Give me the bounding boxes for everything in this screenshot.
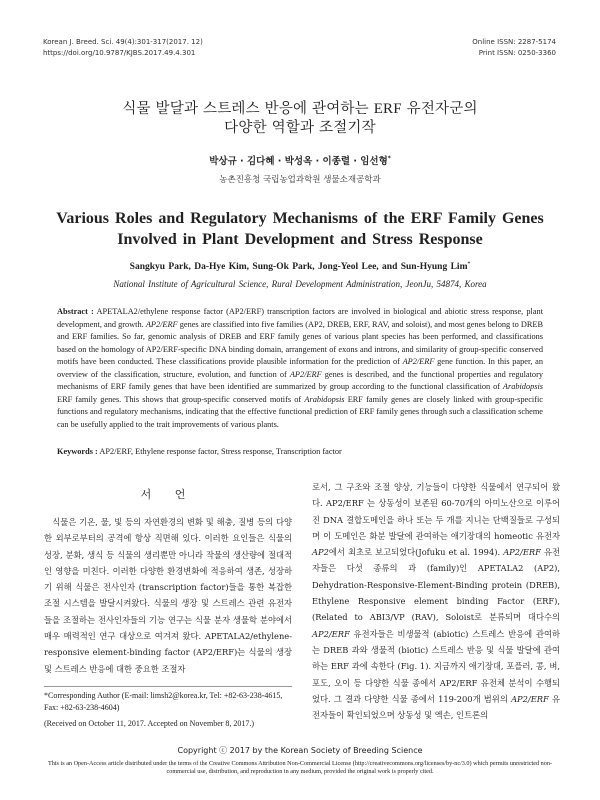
- header-left: [43, 37, 203, 59]
- korean-title-line2: 다양한 역할과 조절기작: [224, 120, 376, 136]
- header-right: [472, 37, 556, 59]
- korean-authors: [0, 153, 600, 167]
- body-column-right: [312, 479, 560, 723]
- abstract-text: genes is described, and the functional properties and regulatory mechanisms of ERF family genes that have been identified are summarized by group according to the functional classification of: [57, 369, 543, 391]
- journal-citation: Korean J. Breed. Sci. 49(4):301-317(2017. 12): [43, 38, 203, 46]
- keywords-label: Keywords :: [57, 447, 98, 456]
- body-column-left: [44, 514, 292, 677]
- english-title-line1: Various Roles and Regulatory Mechanisms of the ERF Family Genes: [56, 210, 544, 227]
- korean-title-part: 유전자군의: [401, 101, 478, 117]
- gene-name-italic: AP2/ERF: [312, 628, 350, 639]
- korean-affiliation: 농촌진흥청 국립농업과학원 생물소재공학과: [219, 175, 381, 185]
- abstract-label: Abstract :: [57, 307, 94, 316]
- abstract-italic: Arabidopsis: [502, 382, 543, 391]
- copyright-notice: Copyright ⓒ 2017 by the Korean Society of Breeding Science: [177, 746, 423, 755]
- keywords-text: AP2/ERF, Ethylene response factor, Stress response, Transcription factor: [97, 447, 342, 456]
- section-heading-introduction: 서 언: [140, 488, 196, 501]
- korean-title: [0, 100, 600, 138]
- corresponding-mark: *: [387, 155, 391, 162]
- license-notice: This is an Open-Access article distributed under the terms of the Creative Commons Attribution Non-Commercial License (http://creativecommons.org/licenses/by-nc/3.0) which permits unrestricted non-commercial use, distribution, and reproduction in any medium, provided the original work is properly cited.: [47, 760, 553, 775]
- gene-name-italic: AP2/ERF: [511, 693, 549, 704]
- received-dates: (Received on October 11, 2017. Accepted on November 8, 2017.): [44, 719, 255, 728]
- abstract-italic: AP2/ERF: [145, 319, 178, 329]
- english-title: [0, 208, 600, 250]
- body-text: 로서, 그 구조와 조절 양상, 기능들이 다양한 식물에서 연구되어 왔다. AP2/ERF 는 상동성이 보존된 60-70개의 아미노산으로 이루어진 DNA 결합도메인을 하나 또는 두 개를 지니는 단백질들로 구성되며 이 도메인은 화분 발달에 관여하는 애기장대의 homeotic 유전자: [312, 482, 560, 541]
- abstract-text: gene function. In this paper, an overview of the classification, structure, evolution, and function of: [57, 357, 544, 379]
- gene-name-italic: AP2: [312, 547, 329, 558]
- abstract-text: genes are classified into five families (AP2, DREB, ERF, RAV, and soloist), and most genes belong to DREB and ERF families. So far, genomic analysis of DREB and ERF family genes of various plant species has been performed, and classifications based on the homology of AP2/ERF-specific DNA binding domain, arrangement of exons and introns, and similarity of group-specific conserved motifs have been conducted. These classifications provide plausible information for the prediction of: [57, 319, 544, 366]
- korean-author-names: 박상규 · 김다혜 · 박성옥 · 이종렬 · 임선형: [209, 156, 388, 167]
- doi-link[interactable]: https://doi.org/10.9787/KJBS.2017.49.4.301: [43, 49, 196, 57]
- body-text: 유전자들이 확인되었으며 상동성 및 엑손, 인트론의: [312, 693, 561, 721]
- keywords: [57, 447, 543, 456]
- english-title-line2: Involved in Plant Development and Stress Response: [117, 231, 483, 248]
- english-affiliation: National Institute of Agricultural Science, Rural Development Administration, JeonJu, 54874, Korea: [113, 279, 487, 289]
- print-issn: Print ISSN: 0250-3360: [478, 49, 556, 57]
- english-authors: [0, 261, 600, 272]
- korean-title-part: 식물 발달과 스트레스 반응에 관여하는: [122, 101, 374, 117]
- corresponding-author-footnote: *Corresponding Author (E-mail: limsh2@korea.kr, Tel: +82-63-238-4615, Fax: +82-63-238-4604): [44, 691, 283, 712]
- english-author-names: Sangkyu Park, Da-Hye Kim, Sung-Ok Park, Jong-Yeol Lee, and Sun-Hyung Lim: [129, 262, 468, 273]
- body-text: 에서 최초로 보고되었다(Jofuku et al. 1994).: [328, 547, 504, 558]
- corresponding-mark: *: [467, 261, 471, 267]
- body-text: 유전자들은 다섯 종류의 과 (family)인 APETALA2 (AP2), Dehydration-Responsive-Element-Binding protein (DREB), Ethylene Responsive element binding Factor (ERF), (Related to ABI3/VP (RAV), Soloist로 분류되며 대다수의: [312, 547, 560, 623]
- intro-paragraph-continued: [312, 479, 560, 723]
- body-text: 유전자들은 비생물적 (abiotic) 스트레스 반응에 관여하는 DREB 과와 생물적 (biotic) 스트레스 반응 및 식물 발달에 관여하는 ERF 과에 속한다 (Fig. 1). 지금까지 애기장대, 포플러, 콩, 벼, 포도, 오이 등 다양한 식물 종에서 AP2/ERF 유전체 분석이 수행되었다. 그 결과 다양한 식물 종에서 119-200개 범위의: [312, 628, 560, 704]
- intro-paragraph: 식물은 기온, 물, 빛 등의 자연환경의 변화 및 해충, 질병 등의 다양한 외부로부터의 공격에 항상 직면해 있다. 이러한 요인들은 식물의 성장, 분화, 생식 등 식물의 생리뿐만 아니라 작물의 생산량에 절대적인 영향을 미친다. 이러한 다양한 환경변화에 적응하여 생존, 성장하기 위해 식물은 전사인자 (transcription factor)들을 통한 복잡한 조절 시스템을 발달시켜왔다. 식물의 생장 및 스트레스 관련 유전자들을 조절하는 전사인자들의 기능 연구는 식물 분자 생물학 분야에서 매우 매력적인 연구 대상으로 여겨져 왔다. APETALA2/ethylene-responsive element-binding factor (AP2/ERF)는 식물의 생장 및 스트레스 반응에 대한 중요한 조절자: [44, 517, 292, 674]
- abstract: [57, 306, 543, 431]
- korean-title-line1: [0, 100, 600, 119]
- abstract-text: APETALA2/ethylene response factor (AP2/ERF) transcription factors are involved in biological and abiotic stress response, plant development, and growth.: [57, 307, 543, 329]
- online-issn: Online ISSN: 2287-5174: [472, 38, 556, 46]
- gene-name-italic: AP2/ERF: [503, 547, 541, 558]
- korean-title-erf: ERF: [373, 101, 402, 117]
- footnote-divider: [44, 686, 292, 687]
- abstract-text: ERF family genes. This shows that group-specific conserved motifs of: [57, 394, 305, 404]
- abstract-text: ERF family genes are closely linked with group-specific functions and regulatory mechanisms, indicating that the effective functional prediction of ERF family genes through such a classification scheme can be usefully applied to the trait improvements of various plants.: [57, 394, 543, 429]
- abstract-italic: Arabidopsis: [304, 394, 345, 404]
- abstract-italic: AP2/ERF: [289, 369, 322, 379]
- abstract-italic: AP2/ERF: [402, 357, 435, 366]
